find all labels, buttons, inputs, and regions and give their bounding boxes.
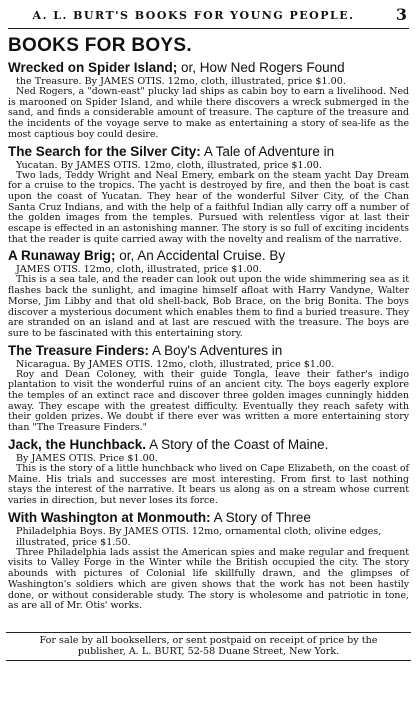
header-title: A. L. BURT'S BOOKS FOR YOUNG PEOPLE. [32, 9, 355, 22]
book-list [8, 60, 409, 612]
book-title-sub: or, An Accidental Cruise. By [115, 248, 286, 264]
book-description: This is the story of a little hunchback who lived on Cape Elizabeth, on the coast of Maine. His trials and successes are most interesting. From first to last nothing stays the interest of the narrative. It bears us along as on a stream whose current varies in direction, but never loses its force. [8, 462, 409, 506]
book-title-main: The Treasure Finders: [8, 342, 150, 358]
book-title-main: The Search for the Silver City: [8, 143, 201, 159]
book-entry [8, 144, 409, 246]
book-meta: By JAMES OTIS. Price $1.00. [16, 452, 158, 464]
book-title [8, 437, 409, 453]
publisher-footer [6, 632, 411, 661]
book-title [8, 248, 409, 264]
page-header [8, 6, 409, 29]
footer-line: For sale by all booksellers, or sent postpaid on receipt of price by the [39, 635, 378, 646]
book-title-main: Jack, the Hunchback. [8, 436, 147, 452]
book-description: Ned Rogers, a "down-east" plucky lad ships as cabin boy to earn a livelihood. Ned is marooned on Spider Island, and while there discovers a wreck submerged in the sand, and finds a considerable amount of treasure. The capture of the treasure and the incidents of the voyage serve to make as entertaining a story of sea-life as the most captious boy could desire. [8, 86, 409, 140]
book-title-sub: A Story of the Coast of Maine. [146, 436, 329, 452]
book-meta: Philadelphia Boys. By JAMES OTIS. 12mo, ornamental cloth, olivine edges, illustrated, price $1.50. [16, 525, 382, 548]
book-title [8, 144, 409, 160]
book-title-sub: A Story of Three [210, 509, 311, 525]
book-entry [8, 510, 409, 612]
book-entry [8, 437, 409, 507]
book-description: This is a sea tale, and the reader can look out upon the wide shimmering sea as it flashes back the sunlight, and imagine himself afloat with Harry Vandyne, Walter Morse, Jim Libby and that old shell-back, Bob Brace, on the brig Bonita. The boys discover a mysterious document which enables them to find a buried treasure. They are stranded on an island and at last are rescued with the treasure. The boys are sure to be fascinated with this entertaining story. [8, 274, 409, 339]
book-title-sub: or, How Ned Rogers Found [177, 60, 345, 75]
book-meta: Nicaragua. By JAMES OTIS. 12mo, cloth, illustrated, price $1.00. [16, 358, 335, 370]
book-description: Roy and Dean Coloney, with their guide Tongla, leave their father's indigo plantation to visit the wonderful ruins of an ancient city. The boys eagerly explore the temples of an extinct race and discover three golden images cunningly hidden away. They escape with the greatest difficulty. Eventually they reach safety with their golden prizes. We doubt if there ever was written a more entertaining story than "The Treasure Finders." [8, 368, 409, 434]
book-title-sub: A Boy's Adventures in [149, 342, 283, 358]
book-title [8, 510, 409, 526]
footer-line: publisher, A. L. BURT, 52-58 Duane Street, New York. [77, 646, 340, 657]
page-number: 3 [395, 5, 407, 24]
book-title-sub: A Tale of Adventure in [200, 143, 335, 159]
catalog-page [8, 6, 409, 612]
book-title-main: A Runaway Brig; [8, 248, 116, 264]
book-entry [8, 343, 409, 434]
book-title-main: Wrecked on Spider Island; [8, 60, 178, 75]
book-title [8, 343, 409, 359]
book-entry [8, 248, 409, 339]
book-meta: JAMES OTIS. 12mo, cloth, illustrated, price $1.00. [16, 264, 262, 276]
book-entry [8, 60, 409, 141]
book-meta: the Treasure. By JAMES OTIS. 12mo, cloth, illustrated, price $1.00. [16, 76, 346, 87]
book-description: Three Philadelphia lads assist the American spies and make regular and frequent visits to Valley Forge in the Winter while the British occupied the city. The story abounds with pictures of Colonial life skillfully drawn, and the glimpses of Washington's soldiers which are given shows that the work has not been hastily done, or without considerable study. The story is wholesome and patriotic in tone, as are all of Mr. Otis' works. [8, 546, 409, 612]
section-heading: BOOKS FOR BOYS. [8, 35, 192, 56]
book-description: Two lads, Teddy Wright and Neal Emery, embark on the steam yacht Day Dream for a cruise to the tropics. The yacht is destroyed by fire, and then the boat is cast upon the coast of Yucatan. They hear of the wonderful Silver City, of the Chan Santa Cruz Indians, and with the help of a faithful Indian ally carry off a number of the golden images from the temples. Pursued with relentless vigor at last their escape is effected in an astonishing manner. The story is so full of exciting incidents that the reader is quite carried away with the novelty and realism of the narrative. [8, 169, 409, 245]
book-meta: Yucatan. By JAMES OTIS. 12mo, cloth, illustrated, price $1.00. [16, 159, 322, 171]
book-title [8, 60, 409, 76]
book-title-main: With Washington at Monmouth: [8, 509, 211, 525]
